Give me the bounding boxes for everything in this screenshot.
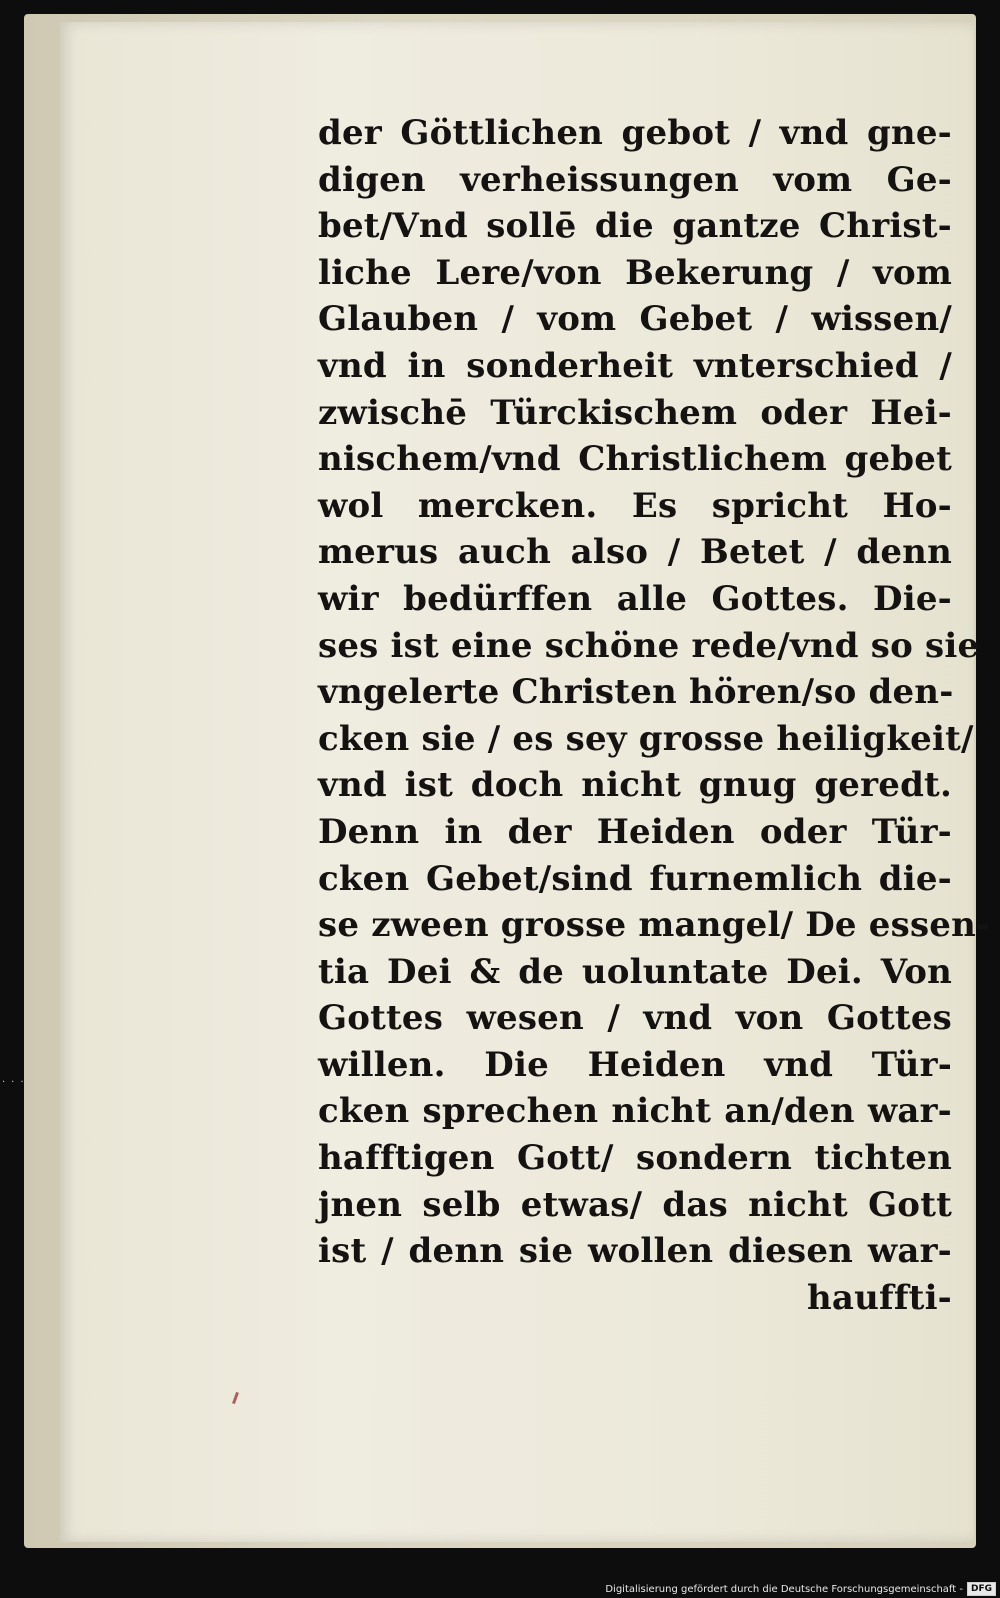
text-line: Gottes wesen / vnd von Gottes — [318, 998, 952, 1039]
text-line: zwischē Türckischem oder Hei- — [318, 392, 952, 433]
text-line: Denn in der Heiden oder Tür- — [318, 811, 952, 852]
text-line: wir bedürffen alle Gottes. Die- — [318, 578, 952, 619]
text-line: vnd ist doch nicht gnug geredt. — [318, 765, 952, 806]
text-line: cken sprechen nicht an/den war- — [318, 1091, 952, 1132]
margin-dots: ··· — [2, 1077, 30, 1088]
digitization-footer — [605, 1582, 996, 1596]
text-line: cken Gebet/sind furnemlich die- — [318, 858, 952, 899]
text-line: Glauben / vom Gebet / wissen/ — [318, 299, 952, 340]
text-line: digen verheissungen vom Ge- — [318, 159, 952, 200]
text-line: cken sie / es sey grosse heiligkeit/ — [318, 718, 974, 759]
footer-credit: Digitalisierung gefördert durch die Deutsche Forschungsgemeinschaft - — [605, 1583, 963, 1595]
text-line: ist / denn sie wollen diesen war- — [318, 1231, 952, 1272]
text-line: liche Lere/von Bekerung / vom — [318, 252, 952, 293]
text-line: bet/Vnd sollē die gantze Christ- — [318, 206, 952, 247]
text-line: der Göttlichen gebot / vnd gne- — [318, 113, 952, 153]
text-line: merus auch also / Betet / denn — [318, 532, 952, 573]
text-line: vngelerte Christen hören/so den- — [318, 672, 954, 713]
catchword: hauffti- — [806, 1277, 952, 1318]
text-line: vnd in sonderheit vnterschied / — [318, 345, 952, 386]
text-line: wol mercken. Es spricht Ho- — [318, 485, 952, 526]
page-text-block — [318, 110, 991, 1321]
text-line: willen. Die Heiden vnd Tür- — [318, 1044, 952, 1085]
text-line: nischem/vnd Christlichem gebet — [318, 439, 952, 480]
text-line: se zween grosse mangel/ De essen- — [318, 905, 991, 946]
text-line: tia Dei & de uoluntate Dei. Von — [318, 951, 952, 992]
text-line: ses ist eine schöne rede/vnd so sie — [318, 625, 980, 666]
text-line: hafftigen Gott/ sondern tichten — [318, 1138, 952, 1179]
dfg-logo: DFG — [967, 1582, 996, 1596]
text-line: jnen selb etwas/ das nicht Gott — [318, 1184, 952, 1225]
